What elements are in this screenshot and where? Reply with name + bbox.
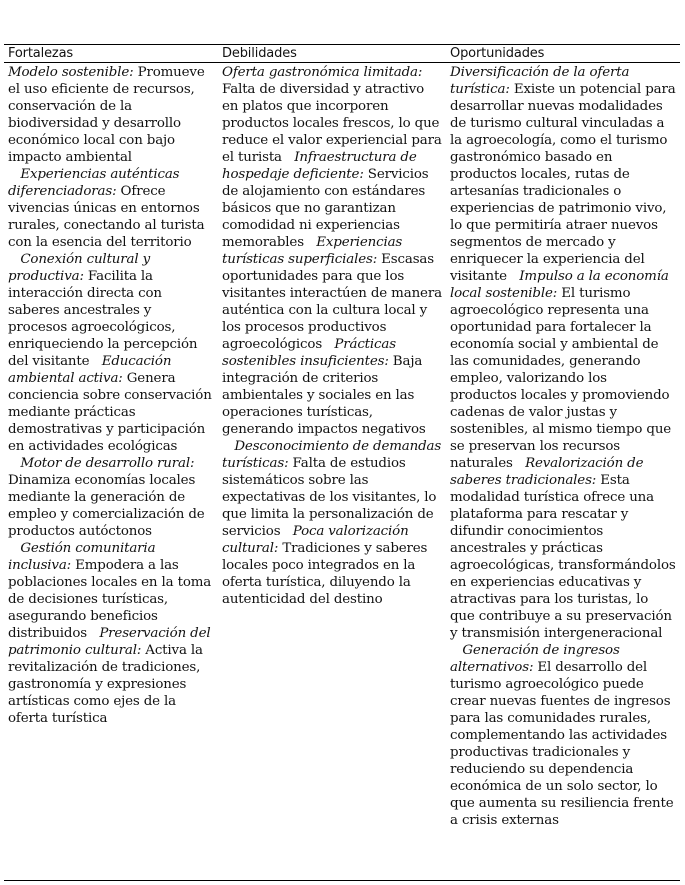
item-separator <box>450 643 462 658</box>
swot-item-text: Servicios de alojamiento con estándares básicos que no garantizan comodidad ni experiencias memorables <box>222 167 429 250</box>
swot-item-title: Experiencias auténticas diferenciadoras: <box>8 167 180 199</box>
swot-item <box>8 354 212 454</box>
column-debilidades <box>218 63 446 881</box>
swot-item-title: Oferta gastronómica limitada: <box>222 65 423 80</box>
swot-item-title: Generación de ingresos alternativos: <box>450 643 620 675</box>
swot-item-title: Modelo sostenible: <box>8 65 134 80</box>
content-row <box>4 63 680 881</box>
swot-item <box>450 456 676 641</box>
item-separator <box>513 456 525 471</box>
header-debilidades: Debilidades <box>218 45 446 63</box>
swot-item-title: Revalorización de saberes tradicionales: <box>450 456 644 488</box>
swot-item-title: Preservación del patrimonio cultural: <box>8 626 211 658</box>
column-oportunidades <box>446 63 680 881</box>
header-fortalezas: Fortalezas <box>4 45 218 63</box>
swot-item-text: Promueve el uso eficiente de recursos, conservación de la biodiversidad y desarrollo económico local con bajo impacto ambiental <box>8 65 205 165</box>
swot-item-text: Baja integración de criterios ambientales y sociales en las operaciones turísticas, generando impactos negativos <box>222 354 426 437</box>
item-separator <box>8 167 20 182</box>
swot-item-title: Poca valorización cultural: <box>222 524 409 556</box>
item-separator <box>507 269 519 284</box>
swot-item-title: Motor de desarrollo rural: <box>20 456 195 471</box>
swot-item-title: Prácticas sostenibles insuficientes: <box>222 337 396 369</box>
item-separator <box>322 337 334 352</box>
item-separator <box>8 252 20 267</box>
swot-item <box>8 167 204 250</box>
swot-item-text: El desarrollo del turismo agroecológico puede crear nuevas fuentes de ingresos para las comunidades rurales, complementando las actividades productivas tradicionales y reduciendo su dependencia económica de un solo sector, lo que aumenta su resiliencia frente a crisis externas <box>450 660 674 828</box>
swot-item-text: Empodera a las poblaciones locales en la toma de decisiones turísticas, asegurando beneficios distribuidos <box>8 558 212 641</box>
header-row <box>4 45 680 63</box>
swot-item-title: Educación ambiental activa: <box>8 354 172 386</box>
item-separator <box>87 626 99 641</box>
swot-item-title: Diversificación de la oferta turística: <box>450 65 630 97</box>
swot-item-title: Gestión comunitaria inclusiva: <box>8 541 156 573</box>
header-oportunidades: Oportunidades <box>446 45 680 63</box>
swot-item-text: El turismo agroecológico representa una oportunidad para fortalecer la economía social y ambiental de las comunidades, generando empleo, valorizando los productos locales y promoviendo cadenas de valor justas y sostenibles, al mismo tiempo que se preservan los recursos naturales <box>450 286 672 471</box>
swot-item <box>222 337 426 437</box>
item-separator <box>8 456 20 471</box>
item-separator <box>282 150 294 165</box>
swot-item-title: Conexión cultural y productiva: <box>8 252 151 284</box>
swot-item-text: Existe un potencial para desarrollar nuevas modalidades de turismo cultural vinculadas a la agroecología, como el turismo gastronómico basado en productos locales, rutas de artesanías tradicionales o experiencias de patrimonio vivo, lo que permitiría atraer nuevos segmentos de mercado y enriquecer la experiencia del visitante <box>450 82 676 284</box>
swot-item-text: Falta de estudios sistemáticos sobre las expectativas de los visitantes, lo que limita la personalización de servicios <box>222 456 437 539</box>
swot-item-text: Genera conciencia sobre conservación mediante prácticas demostrativas y participación en actividades ecológicas <box>8 371 212 454</box>
swot-item <box>450 643 673 828</box>
swot-item-text: Dinamiza economías locales mediante la generación de empleo y comercialización de productos autóctonos <box>8 473 205 539</box>
swot-item-text: Esta modalidad turística ofrece una plataforma para rescatar y difundir conocimientos ancestrales y prácticas agroecológicas, transformándolos en experiencias educativas y atractivas para los turistas, lo que contribuye a su preservación y transmisión intergeneracional <box>450 473 676 641</box>
swot-item <box>8 626 211 726</box>
swot-item-title: Infraestructura de hospedaje deficiente: <box>222 150 417 182</box>
swot-table <box>4 44 680 881</box>
swot-item <box>222 235 442 352</box>
swot-item-text: Facilita la interacción directa con saberes ancestrales y procesos agroecológicos, enriqueciendo la percepción del visitante <box>8 269 198 369</box>
swot-item <box>450 65 676 284</box>
swot-item <box>8 252 197 369</box>
swot-item-text: Tradiciones y saberes locales poco integrados en la oferta turística, diluyendo la autenticidad del destino <box>222 541 428 607</box>
item-separator <box>280 524 292 539</box>
swot-item-title: Desconocimiento de demandas turísticas: <box>222 439 442 471</box>
swot-document <box>4 44 680 881</box>
swot-item <box>450 269 671 471</box>
column-fortalezas <box>4 63 218 881</box>
swot-item-text: Ofrece vivencias únicas en entornos rurales, conectando al turista con la esencia del territorio <box>8 184 205 250</box>
item-separator <box>304 235 316 250</box>
swot-item-text: Activa la revitalización de tradiciones, gastronomía y expresiones artísticas como ejes de la oferta turística <box>8 643 203 726</box>
swot-item-text: Escasas oportunidades para que los visitantes interactúen de manera auténtica con la cultura local y los procesos productivos agroecológicos <box>222 252 442 352</box>
swot-item <box>8 456 205 539</box>
swot-item-text: Falta de diversidad y atractivo en platos que incorporen productos locales frescos, lo que reduce el valor experiencial para el turista <box>222 82 442 165</box>
swot-item <box>8 65 205 165</box>
item-separator <box>89 354 101 369</box>
swot-item-title: Impulso a la economía local sostenible: <box>450 269 669 301</box>
item-separator <box>8 541 20 556</box>
swot-item-title: Experiencias turísticas superficiales: <box>222 235 403 267</box>
item-separator <box>222 439 234 454</box>
